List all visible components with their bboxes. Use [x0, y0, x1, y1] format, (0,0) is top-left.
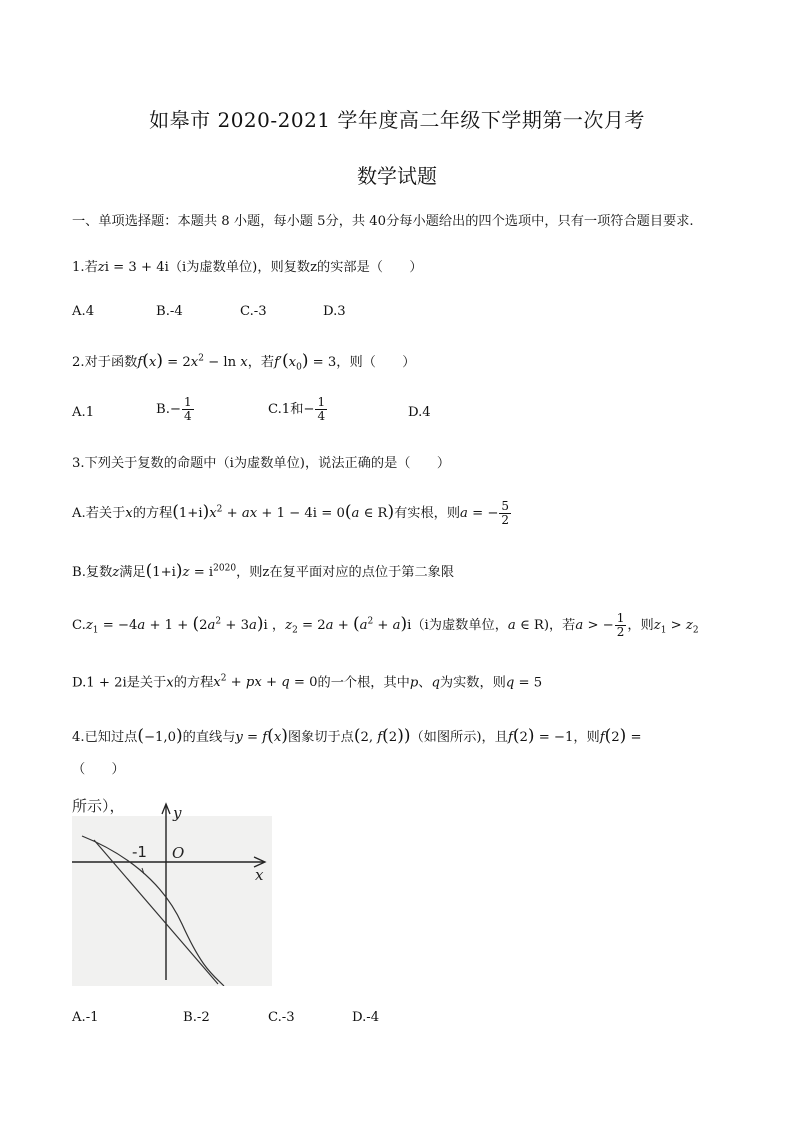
question-2-option-d[interactable]: D.4	[408, 405, 431, 420]
question-4-stem: 4.已知过点(−1,0)的直线与y = f(x)图象切于点(2, f(2))（如图所示)，且f(2) = −1，则f(2) =	[72, 726, 642, 746]
question-3-option-c[interactable]: $C.z_1 = -4a + 1 + (2a^2 + 3a)i$ ，$z_2 = 2a + (a^2 + a)i(i$为虚数单位，a ∈ R)，若a > − $\frac{1}{2}$ ，则$z_1 > z_2$	[72, 611, 699, 640]
figure-caption: 所示），	[72, 797, 125, 815]
question-4-option-c[interactable]: C.-3	[268, 1010, 295, 1025]
question-2-stem: 2.对于函数$f(x) = 2x^2 - \ln x$，若$f'(x_0) = 3$，则（ ）	[72, 351, 416, 373]
question-2-option-b[interactable]: B.− $\frac{1}{4}$	[156, 395, 192, 424]
question-2-option-c[interactable]: C.1和− $\frac{1}{4}$	[268, 395, 326, 424]
x-axis-label: x	[255, 866, 264, 884]
question-1-option-b[interactable]: B.-4	[156, 304, 183, 319]
question-4-option-b[interactable]: B.-2	[183, 1010, 210, 1025]
question-4-figure	[72, 794, 272, 986]
figure-background	[72, 816, 272, 986]
question-3-option-a[interactable]: A.若关于x的方程$(1+i)x^2$ + ax + 1 − 4i = 0(a ∈ R)有实根，则a = − $\frac{5}{2}$	[72, 499, 510, 528]
question-3-stem: 3.下列关于复数的命题中（i为虚数单位)，说法正确的是（ ）	[72, 456, 451, 471]
question-1-option-d[interactable]: D.3	[323, 304, 346, 319]
question-1-stem: 1.若zi = 3 + 4i（i为虚数单位)，则复数z的实部是（ ）	[72, 260, 423, 275]
question-3-option-b[interactable]: B.复数z满足$(1+i)z = i^{2020}$，则z在复平面对应的点位于第二象限	[72, 561, 455, 581]
page-title: 如皋市 2020-2021 学年度高二年级下学期第一次月考	[149, 108, 645, 132]
question-4-answer-bracket: （ ）	[72, 762, 125, 777]
question-1-option-c[interactable]: C.-3	[240, 304, 267, 319]
question-4-option-d[interactable]: D.-4	[352, 1010, 380, 1025]
question-1-option-a[interactable]: A.4	[72, 304, 95, 319]
y-axis-label: y	[173, 804, 182, 822]
question-3-option-d[interactable]: D.1 + 2i是关于x的方程$x^2$ + px + q = 0的一个根，其中p、q为实数，则q = 5	[72, 674, 543, 691]
question-4-option-a[interactable]: A.-1	[72, 1010, 99, 1025]
minus-one-label: -1	[132, 843, 147, 861]
section-heading: 一、单项选择题：本题共 8 小题，每小题 5分，共 40分每小题给出的四个选项中，只有一项符合题目要求.	[72, 214, 694, 229]
origin-label: O	[172, 844, 185, 862]
page-subtitle: 数学试题	[357, 164, 437, 188]
question-2-option-a[interactable]: A.1	[72, 405, 95, 420]
